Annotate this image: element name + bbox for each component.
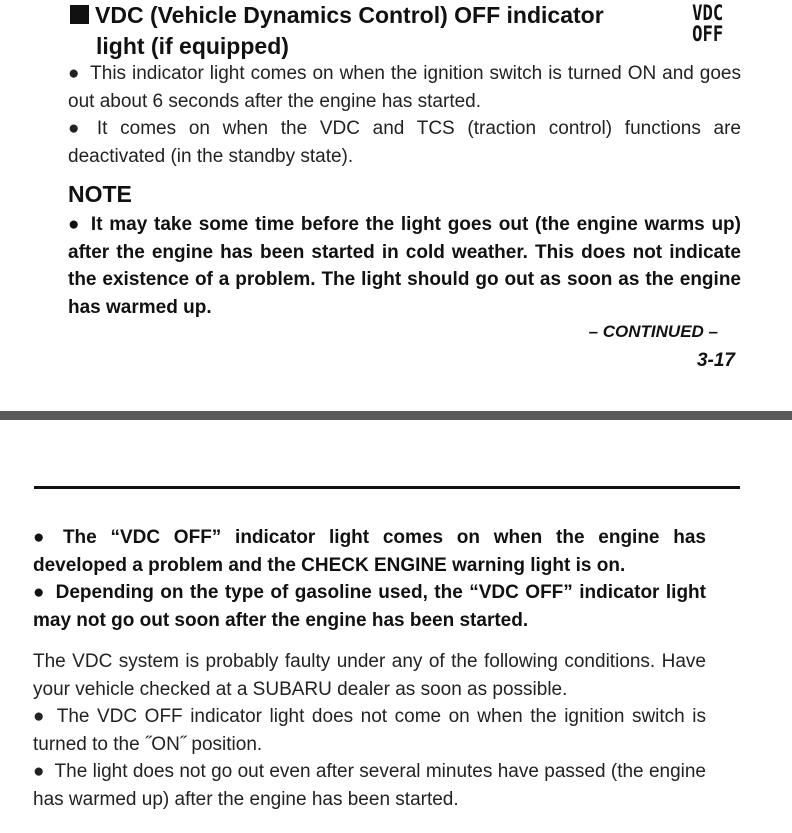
continued-label: – CONTINUED – — [588, 322, 718, 341]
bullet-icon: ● — [68, 63, 81, 84]
condition-bullet-not-on: ● The VDC OFF indicator light does not come on when the ignition switch is turned to the ˝ON˝ position. — [33, 706, 706, 755]
note-paragraph: ● It may take some time before the light goes out (the engine warms up) after the engine has been started in cold weather. This does not indicate the existence of a problem. The light should go out as soon as the engine has warmed up. — [68, 214, 741, 318]
section-heading-line2: light (if equipped) — [96, 33, 289, 59]
page-separator — [0, 411, 792, 420]
condition-bullet-not-out: ● The light does not go out even after several minutes have passed (the engine has warmed up) after the engine has been started. — [33, 761, 706, 810]
bullet-icon: ● — [68, 118, 87, 139]
square-bullet-icon — [70, 5, 89, 24]
bold-bullet-check-engine: ● The “VDC OFF” indicator light comes on when the engine has developed a problem and the CHECK ENGINE warning light is on. — [33, 527, 706, 576]
section-heading-line1: VDC (Vehicle Dynamics Control) OFF indicator — [95, 2, 604, 28]
vdc-off-indicator-icon: VDC OFF — [692, 1, 724, 46]
note-title: NOTE — [68, 181, 132, 207]
section-heading — [70, 0, 670, 62]
manual-page-3-17 — [0, 0, 792, 412]
faulty-intro-paragraph: The VDC system is probably faulty under any of the following conditions. Have your vehicle checked at a SUBARU dealer as soon as possible. — [33, 651, 706, 700]
bullet-icon: ● — [33, 761, 45, 782]
bullet-icon: ● — [33, 582, 46, 603]
top-rule-line — [34, 486, 740, 489]
bullet-icon: ● — [33, 527, 53, 548]
bold-bullet-gasoline: ● Depending on the type of gasoline used, the “VDC OFF” indicator light may not go out soon after the engine has been started. — [33, 582, 706, 631]
bullet-icon: ● — [68, 214, 81, 235]
bullet-paragraph-ignition: ● This indicator light comes on when the ignition switch is turned ON and goes out about 6 seconds after the engine has started. — [68, 63, 741, 112]
bullet-icon: ● — [33, 706, 47, 727]
bullet-paragraph-deactivated: ● It comes on when the VDC and TCS (traction control) functions are deactivated (in the standby state). — [68, 118, 741, 167]
page-number: 3-17 — [696, 350, 735, 371]
